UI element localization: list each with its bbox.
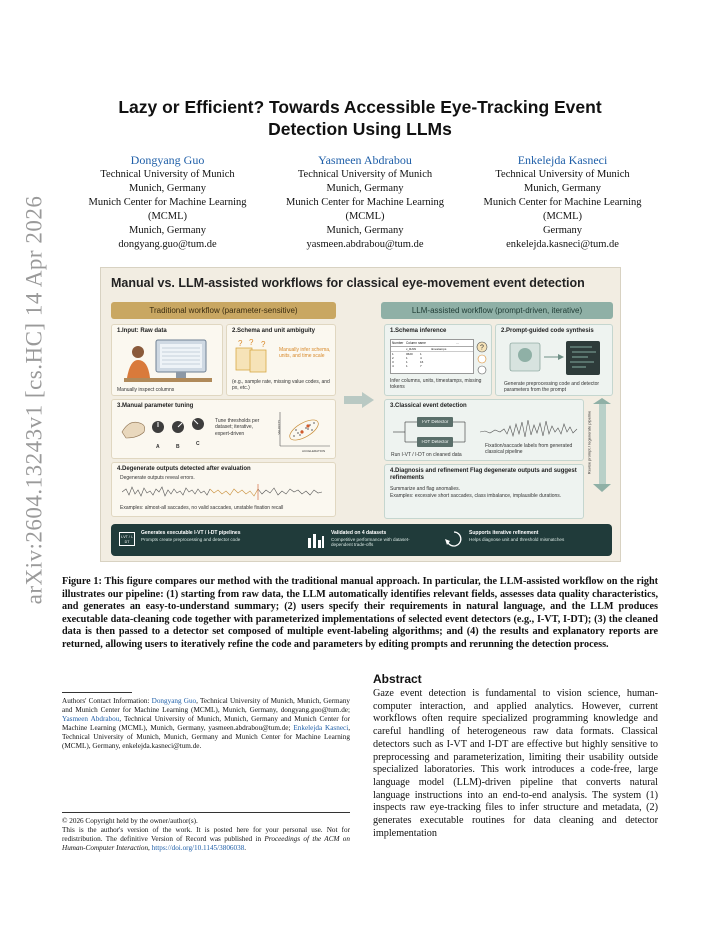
- panel-examples: Examples: almost-all saccades, no valid saccades, unstable fixation recall: [120, 505, 284, 511]
- svg-text:?: ?: [249, 338, 254, 347]
- bar-chart-icon: [307, 530, 325, 548]
- table-cell: 4: [392, 364, 394, 368]
- panel-title: 4.Degenerate outputs detected after evaluation: [117, 466, 251, 472]
- panel-caption: Infer columns, units, timestamps, missing tokens: [390, 378, 482, 391]
- affiliation-line: Munich, Germany: [129, 183, 206, 194]
- author-2: [268, 152, 463, 252]
- affiliation-line: (MCML): [345, 211, 385, 222]
- venue-name: Proceedings of the ACM on Human-Computer Interaction: [62, 834, 350, 852]
- figure-caption: Figure 1: This figure compares our method with the traditional manual approach. In particular, the LLM-assisted workflow on the right illustrates our pipeline: (1) starting from raw data, the LLM automatically identifies relevant fields, assesses data quality characteristics, and generates an easy-to-understand summary; (2) users specify their requirements in natural language, and the LLM produces executable data-cleaning code together with parameterized implementations of selected event detectors (e.g., I-VT, I-DT); (3) the cleaned data is then passed to a detector set composed of multiple event-labeling algorithms; and (4) the results and explanatory reports are returned, allowing users to iteratively refine the code and parameters by editing prompts and rerunning the detection process.: [62, 576, 658, 650]
- author-link[interactable]: Yasmeen Abdrabou: [62, 714, 120, 723]
- summary-item-title: Validated on 4 datasets: [331, 530, 387, 536]
- summary-item-sub: Helps diagnose unit and threshold mismatches: [469, 537, 565, 542]
- code-synthesis-illustration: [508, 339, 602, 379]
- panel-title: 1.Schema inference: [390, 328, 447, 334]
- refresh-cycle-icon: [445, 530, 463, 548]
- table-row: [391, 364, 473, 368]
- schema-table-header: [391, 340, 473, 347]
- tuning-knobs-illustration: [120, 412, 210, 442]
- author-name[interactable]: Dongyang Guo: [130, 153, 205, 167]
- doi-link[interactable]: https://doi.org/10.1145/3806038: [151, 843, 245, 852]
- summary-item-title: Supports iterative refinement: [469, 530, 539, 536]
- panel-schema-ambiguity: [226, 324, 336, 396]
- panel-title: 2.Schema and unit ambiguity: [232, 328, 316, 334]
- figure-1: [100, 267, 621, 562]
- abstract-body: Gaze event detection is fundamental to vision science, human-computer interaction, and applied analytics. However, current workflows often require specialized programming knowledge and careful handling of heterogeneous raw data formats. Classical detectors such as I-VT and I-DT are effective but highly sensitive to preprocessing and parameterization, limiting their usability outside specialized laboratories. This work introduces a code-free, large language model (LLM)-driven pipeline that converts natural language instructions into an end-to-end analysis. The system (1) inspects raw eye-tracking files to infer structure and metadata, (2) generates executable routines for data cleaning and detector implementation: [373, 688, 658, 839]
- affiliation-line: (MCML): [542, 211, 583, 222]
- affiliation-line: Munich, Germany: [326, 225, 404, 236]
- axis-x-label: ACCELERATION: [302, 449, 326, 453]
- panel-parameter-tuning: [111, 399, 336, 459]
- table-cell: 3: [392, 360, 394, 364]
- svg-text:?: ?: [238, 339, 243, 348]
- summary-item-pipelines: [141, 530, 240, 542]
- affiliation-line: Munich Center for Machine Learning: [88, 197, 247, 208]
- copyright-rule: [62, 812, 350, 813]
- table-cell: 1: [406, 360, 408, 364]
- table-cell: 1: [420, 352, 422, 356]
- question-documents-illustration: [232, 338, 272, 374]
- schema-table: [390, 339, 474, 374]
- author-1: [70, 152, 265, 252]
- contact-prefix: Authors' Contact Information:: [62, 697, 152, 705]
- copyright-notice: [62, 817, 350, 853]
- affiliation-line: Technical University of Munich: [100, 169, 235, 180]
- author-email: enkelejda.kasneci@tum.de: [506, 239, 619, 250]
- copyright-line: © 2026 Copyright held by the owner/author(s).: [62, 817, 198, 825]
- panel-caption: Generate preprocessing code and detector parameters from the prompt: [504, 381, 600, 394]
- panel-title: 1.Input: Raw data: [117, 328, 167, 334]
- arxiv-identifier: arXiv:2604.13243v1 [cs.HC] 14 Apr 2026: [21, 195, 46, 605]
- summary-item-sub: Competitive performance with dataset-dependent trade-offs: [331, 537, 410, 547]
- contact-text: , Technical University of Munich, Munich, Germany and Munich Center for Machine Learning (MCML), Munich, Germany, yasmeen.abdrabou@tum.de;: [62, 714, 350, 732]
- affiliation-line: Munich Center for Machine Learning: [483, 197, 642, 208]
- schema-subheader-cell: timestamps: [431, 347, 447, 351]
- contact-text: , Technical University of Munich, Munich, Germany and Munich Center for Machine Learning (MCML), Munich, Germany, dongyang.guo@tum.de;: [62, 697, 351, 714]
- revise-loop-arrow: [587, 398, 617, 494]
- llm-workflow-header: LLM-assisted workflow (prompt-driven, iterative): [381, 302, 613, 319]
- panel-caption: Manually inspect columns: [117, 387, 175, 393]
- person-at-computer-illustration: [122, 338, 214, 386]
- affiliation-line: Technical University of Munich: [495, 169, 630, 180]
- author-name[interactable]: Yasmeen Abdrabou: [318, 153, 412, 167]
- abstract-heading: Abstract: [373, 672, 422, 686]
- panel-text: Summarize and flag anomalies.: [390, 486, 461, 492]
- author-email: yasmeen.abdrabou@tum.de: [306, 239, 424, 250]
- copyright-body: This is the author's version of the work. It is posted here for your personal use. Not for redistribution. The definitive Version of Record was published in: [62, 825, 350, 843]
- schema-header-cell: Number: [392, 341, 404, 345]
- inference-status-icons: [475, 341, 489, 375]
- summary-item-title: Generates executable I-VT / I-DT pipelines: [141, 530, 241, 536]
- separator: ,: [148, 843, 152, 852]
- table-cell: 1: [392, 352, 394, 356]
- contact-information: [62, 697, 350, 750]
- detection-signal-illustration: [480, 412, 580, 442]
- panel-schema-inference: [384, 324, 492, 396]
- panel-event-detection: [384, 399, 584, 461]
- author-email: dongyang.guo@tum.de: [118, 239, 217, 250]
- contact-text: , Technical University of Munich, Munich, Germany and Munich Center for Machine Learning (MCML), Germany, enkelejda.kasneci@tum.de.: [62, 723, 350, 750]
- ivt-detector-box: I-VT Detector: [417, 417, 453, 427]
- traditional-workflow-header: Traditional workflow (parameter-sensitive): [111, 302, 336, 319]
- svg-text:?: ?: [480, 344, 484, 352]
- affiliation-line: (MCML): [147, 211, 188, 222]
- panel-title: 3.Manual parameter tuning: [117, 403, 194, 409]
- right-arrow-icon: [344, 392, 374, 408]
- panel-code-synthesis: [495, 324, 613, 396]
- summary-item-datasets: [331, 530, 411, 547]
- author-link[interactable]: Enkelejda Kasneci: [293, 723, 349, 732]
- panel-caption: (e.g., sample rate, missing value codes, and px, etc.): [232, 379, 330, 392]
- affiliation-line: Munich, Germany: [326, 183, 404, 194]
- table-cell: 2: [392, 356, 394, 360]
- axis-y-label: VELOCITY: [277, 419, 282, 435]
- panel-caption: Fixation/saccade labels from generated classical pipeline: [485, 443, 573, 456]
- summary-bar: [111, 524, 612, 556]
- period: .: [244, 843, 247, 852]
- copyright-text: [62, 826, 350, 853]
- author-block: [70, 152, 660, 252]
- panel-raw-data: [111, 324, 223, 396]
- affiliation-line: Munich, Germany: [129, 225, 206, 236]
- table-cell: 1: [406, 364, 408, 368]
- svg-text:?: ?: [261, 340, 266, 349]
- author-name[interactable]: Enkelejda Kasneci: [517, 153, 608, 167]
- panel-title: 2.Prompt-guided code synthesis: [501, 328, 594, 334]
- panel-title: 3.Classical event detection: [390, 403, 467, 409]
- panel-title: 4.Diagnosis and refinement Flag degenerate outputs and suggest refinements: [390, 468, 577, 481]
- panel-text: Tune thresholds per dataset; iterative, expert-driven: [215, 418, 260, 437]
- table-cell: 7: [420, 364, 422, 368]
- run-detector-text: Run I-VT / I-DT on cleaned data: [391, 452, 462, 458]
- summary-item-refinement: [469, 530, 564, 542]
- figure-title: Manual vs. LLM-assisted workflows for classical eye-movement event detection: [111, 276, 585, 290]
- footnote-rule: [62, 692, 132, 693]
- arxiv-stamp: [14, 120, 54, 680]
- table-cell: 4: [420, 356, 422, 360]
- affiliation-line: Technical University of Munich: [297, 169, 433, 180]
- revise-loop-label: Revise prompt / regenerate pipeline: [586, 410, 592, 475]
- panel-diagnosis-refinement: [384, 464, 584, 519]
- idt-detector-box: I-DT Detector: [417, 437, 453, 447]
- panel-note: Manually infer schema, units, and time scale: [279, 347, 331, 360]
- panel-degenerate-outputs: [111, 462, 336, 517]
- author-3: [465, 152, 660, 252]
- schema-subheader-cell: x_RAW: [406, 347, 417, 351]
- affiliation-line: Munich, Germany: [524, 183, 601, 194]
- paper-title: Lazy or Efficient? Towards Accessible Eye-Tracking Event Detection Using LLMs: [118, 97, 602, 139]
- signal-trace-illustration: [122, 483, 327, 501]
- author-link[interactable]: Dongyang Guo: [151, 697, 197, 705]
- affiliation-line: Germany: [542, 225, 583, 236]
- knob-a-label: A: [156, 444, 160, 450]
- pipeline-badge: I-VT / I-DT: [119, 532, 135, 546]
- schema-header-cell: Column name: [406, 341, 426, 345]
- knob-b-label: B: [176, 444, 180, 450]
- schema-header-cell: ...: [456, 341, 459, 345]
- affiliation-line: Munich Center for Machine Learning: [285, 197, 445, 208]
- table-cell: 1: [406, 356, 408, 360]
- summary-item-sub: Prompts create preprocessing and detector code: [141, 537, 241, 542]
- knob-c-label: C: [196, 441, 200, 447]
- panel-examples: Examples: excessive short saccades, class imbalance, implausible durations.: [390, 493, 562, 499]
- table-cell: 0620: [406, 352, 413, 356]
- table-cell: 16: [420, 360, 424, 364]
- panel-text: Degenerate outputs reveal errors.: [120, 475, 195, 481]
